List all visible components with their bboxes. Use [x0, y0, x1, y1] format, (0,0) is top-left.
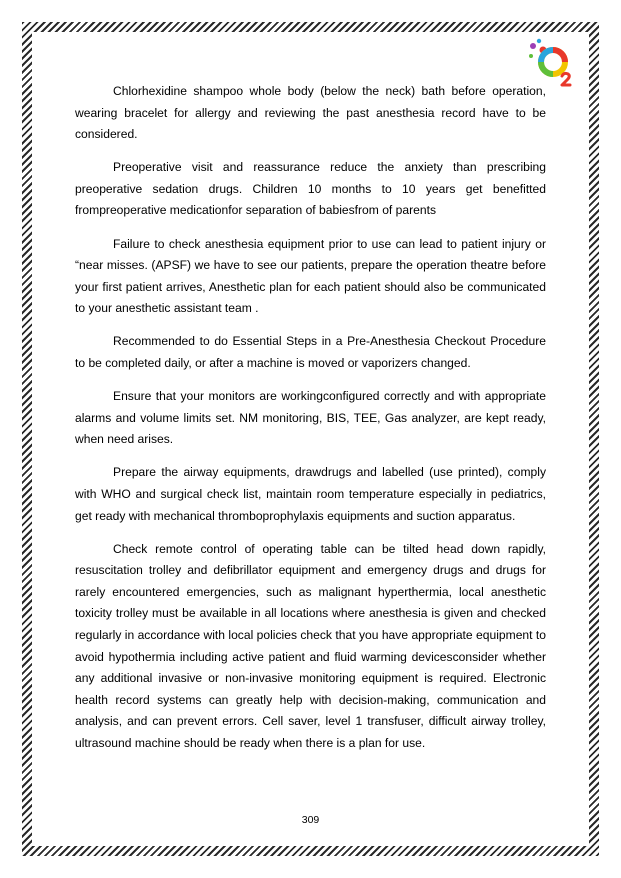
paragraph: Prepare the airway equipments, drawdrugs and labelled (use printed), comply with WHO and surgical check list, maintain room temperature especially in pediatrics, get ready with mechanical thromboprophylaxis equipments and suction apparatus. — [75, 465, 546, 523]
paragraph: Chlorhexidine shampoo whole body (below the neck) bath before operation, wearing bracelet for allergy and reviewing the past anesthesia record have to be considered. — [75, 84, 546, 142]
page-number: 309 — [301, 814, 320, 826]
paragraph: Ensure that your monitors are workingconfigured correctly and with appropriate alarms and volume limits set. NM monitoring, BIS, TEE, Gas analyzer, are kept ready, when need arises. — [75, 389, 546, 447]
paragraph: Check remote control of operating table can be tilted head down rapidly, resuscitation trolley and defibrillator equipment and emergency drugs and drugs for rarely encountered emergencies, such as malignant hyperthermia, local anesthetic toxicity trolley must be available in all locations where anesthesia is given and checked regularly in accordance with local policies check that you have appropriate equipment to avoid hypothermia including active patient and fluid warming devicesconsider whether any additional invasive or non-invasive monitoring equipment is required. Electronic health record systems can greatly help with decision-making, communication and analysis, and can prevent errors. Cell saver, level 1 transfuser, difficult airway trolley, ultrasound machine should be ready when there is a plan for use. — [75, 541, 546, 751]
paragraph: Recommended to do Essential Steps in a Pre-Anesthesia Checkout Procedure to be completed daily, or after a machine is moved or vaporizers changed. — [75, 334, 546, 371]
document-body — [75, 81, 546, 766]
paragraph: Preoperative visit and reassurance reduce the anxiety than prescribing preoperative sedation drugs. Children 10 months to 10 years get benefitted frompreoperative medicationfor separation of babiesfrom of parents — [75, 160, 546, 218]
paragraph: Failure to check anesthesia equipment prior to use can lead to patient injury or “near misses. (APSF) we have to see our patients, prepare the operation theatre before your first patient arrives, Anesthetic plan for each patient should also be communicated to your anesthetic assistant team . — [75, 236, 546, 316]
